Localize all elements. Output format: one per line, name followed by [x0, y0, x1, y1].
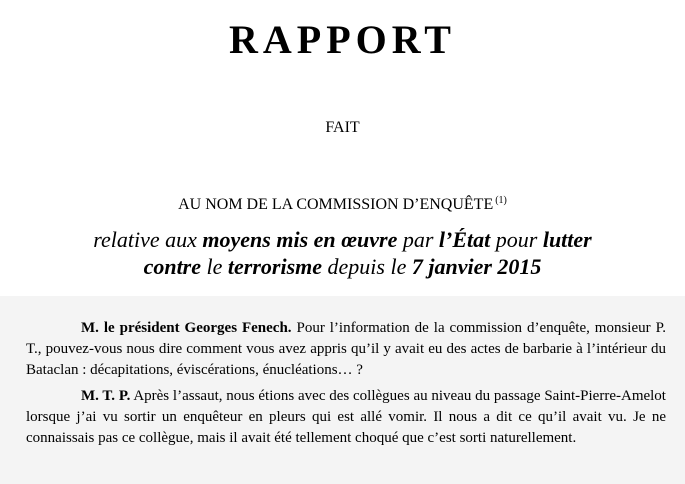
subject-part: relative aux: [93, 227, 203, 252]
commission-text: AU NOM DE LA COMMISSION D’ENQUÊTE: [178, 196, 494, 213]
subject-emphasis: 7 janvier 2015: [411, 254, 542, 279]
speaker-name: M. le président Georges Fenech.: [81, 320, 292, 336]
subject-emphasis: l’État: [438, 227, 491, 252]
transcript-excerpt: [0, 296, 685, 484]
report-subject: [0, 226, 685, 280]
speaker-name: M. T. P.: [81, 388, 131, 404]
transcript-paragraph: [26, 386, 666, 449]
speech-text: Après l’assaut, nous étions avec des collègues au niveau du passage Saint-Pierre-Amelot lorsque j’ai vu sortir un enquêteur en pleurs qui est allé vomir. Il nous a dit ce qu’il avait vu. Je ne connaissais pas ce collègue, mais il avait été tellement choqué que c’est sorti naturellement.: [26, 388, 666, 446]
subject-emphasis: lutter: [542, 227, 592, 252]
subject-emphasis: contre: [143, 254, 202, 279]
subject-emphasis: terrorisme: [227, 254, 323, 279]
transcript-paragraph: [26, 318, 666, 381]
subject-part: par: [397, 227, 439, 252]
report-title: RAPPORT: [229, 17, 456, 62]
speech-text: Pour l’information de la commission d’enquête, monsieur P. T., pouvez-vous nous dire comment vous avez appris qu’il y avait eu des actes de barbarie à l’intérieur du Bataclan : décapitations, éviscérations, énucléations… ?: [26, 320, 667, 378]
commission-line: [0, 191, 685, 215]
subject-part: pour: [490, 227, 543, 252]
subject-emphasis: moyens mis en œuvre: [202, 227, 398, 252]
subject-part: le: [201, 254, 228, 279]
subject-part: depuis le: [322, 254, 412, 279]
fait-label: FAIT: [325, 119, 360, 136]
footnote-reference: (1): [495, 195, 507, 206]
